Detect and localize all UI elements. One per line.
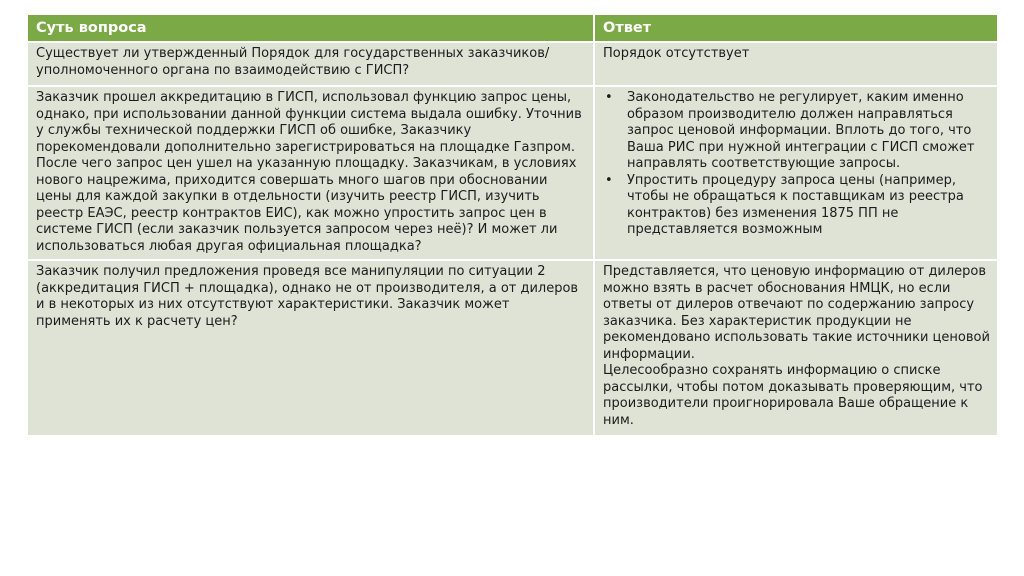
question-cell: Существует ли утвержденный Порядок для государственных заказчиков/ уполномоченного органа по взаимодействию с ГИСП?: [28, 42, 594, 86]
qa-table: [28, 15, 997, 437]
table-row: [28, 86, 997, 260]
answer-bullet-text: Упростить процедуру запроса цены (например, чтобы не обращаться к поставщикам из реестра контрактов) без изменения 1875 ПП не представляется возможным: [627, 172, 964, 237]
header-question: Суть вопроса: [28, 15, 594, 42]
bullet-icon: •: [605, 90, 613, 105]
answer-cell: [594, 86, 997, 260]
answer-bullet-text: Законодательство не регулирует, каким именно образом производителю должен направляться запрос ценовой информации. Вплоть до того, что Ваша РИС при нужной интеграции с ГИСП сможет направлять соответствующие запросы.: [627, 90, 975, 171]
question-cell: Заказчик получил предложения проведя все манипуляции по ситуации 2 (аккредитация ГИСП + площадка), однако не от производителя, а от дилеров и в некоторых из них отсутствуют характеристики. Заказчик может применять их к расчету цен?: [28, 260, 594, 436]
question-cell: Заказчик прошел аккредитацию в ГИСП, использовал функцию запрос цены, однако, при использовании данной функции система выдала ошибку. Уточнив у службы технической поддержки ГИСП об ошибке, Заказчику порекомендовали дополнительно зарегистрироваться на площадке Газпром. После чего запрос цен ушел на указанную площадку. Заказчикам, в условиях нового нацрежима, приходится совершать много шагов при обосновании цены для каждой закупки в отдельности (изучить реестр ГИСП, изучить реестр ЕАЭС, реестр контрактов ЕИС), как можно упростить запрос цен в системе ГИСП (если заказчик пользуется запросом через неё)? И может ли использоваться любая другая официальная площадка?: [28, 86, 594, 260]
answer-paragraph: Целесообразно сохранять информацию о списке рассылки, чтобы потом доказывать проверяющим, что производители проигнорировала Ваше обращение к ним.: [603, 363, 983, 428]
answer-bullet: [605, 90, 990, 173]
table-header-row: [28, 15, 997, 42]
header-answer: Ответ: [594, 15, 997, 42]
bullet-icon: •: [605, 172, 613, 188]
table-row: [28, 42, 997, 86]
answer-cell: [594, 260, 997, 436]
answer-bullet: [605, 172, 990, 239]
answer-cell: Порядок отсутствует: [594, 42, 997, 86]
table-row: [28, 260, 997, 436]
answer-paragraph: Представляется, что ценовую информацию от дилеров можно взять в расчет обоснования НМЦК, но если ответы от дилеров отвечают по содержанию запросу заказчика. Без характеристик продукции не рекомендовано использовать такие источники ценовой информации.: [603, 264, 990, 362]
answer-bullet-list: [603, 90, 990, 239]
